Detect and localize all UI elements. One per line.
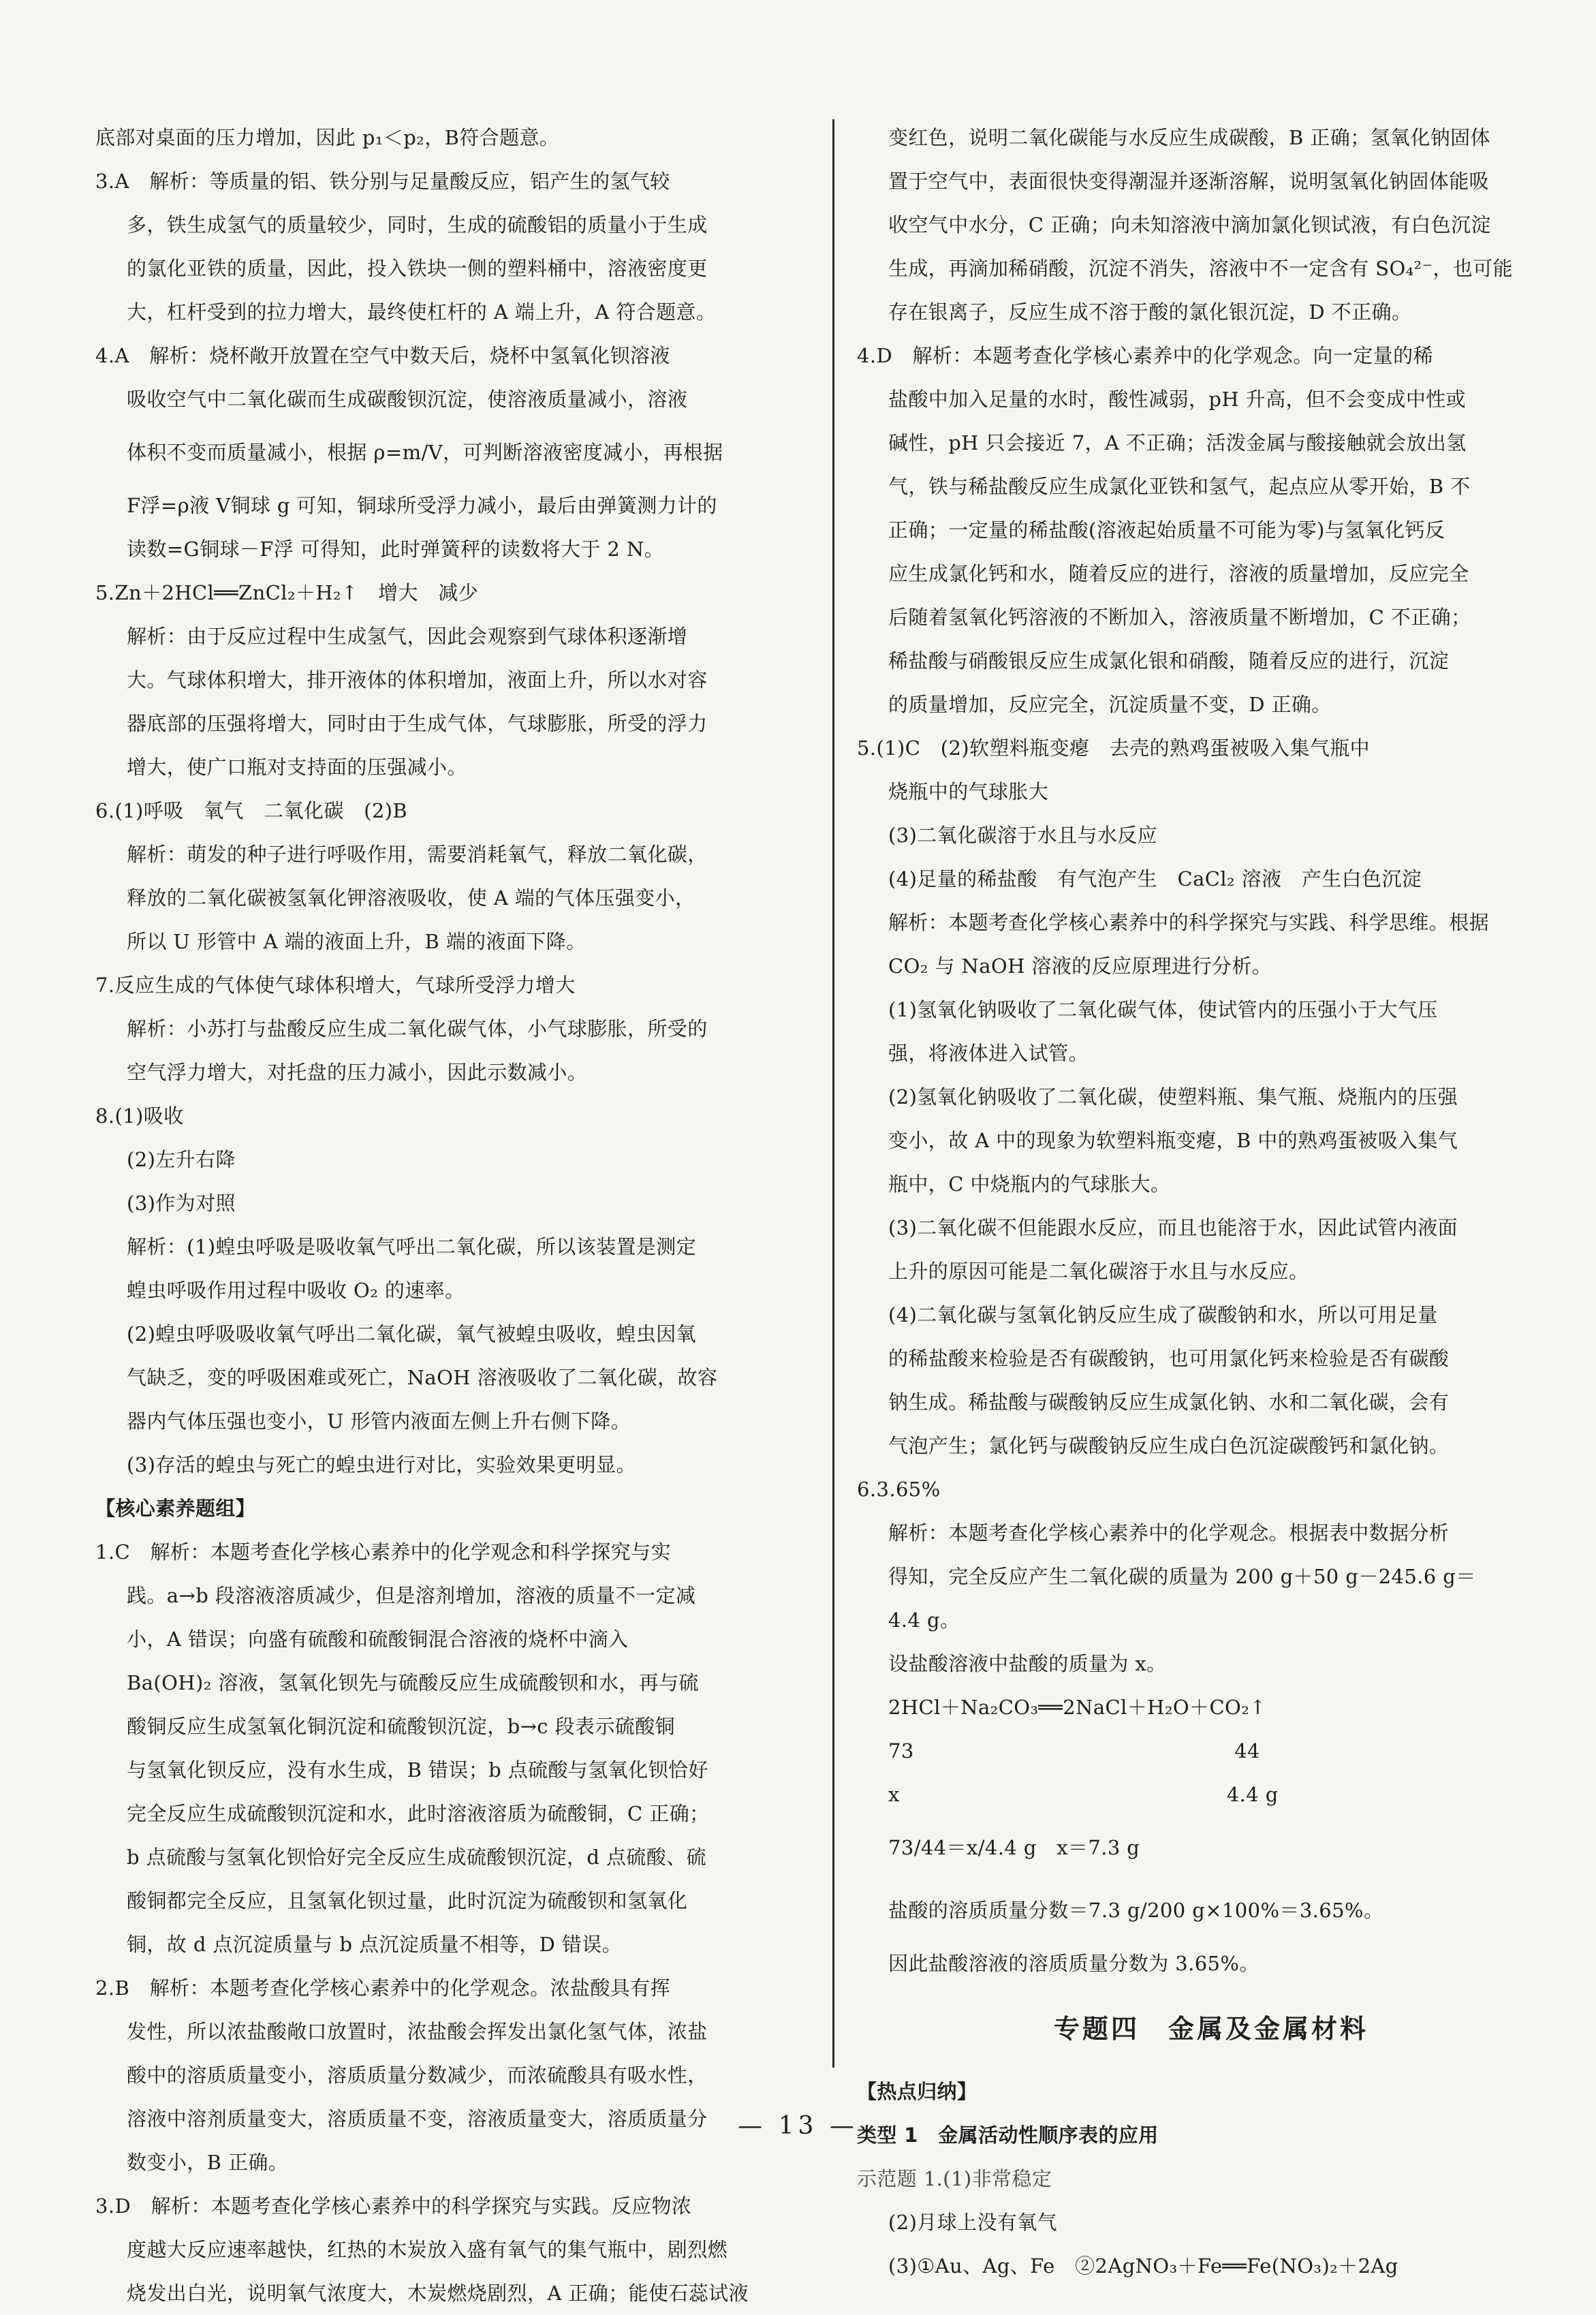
left-column-line: 器内气体压强也变小，U 形管内液面左侧上升右侧下降。 xyxy=(127,1410,631,1433)
right-column-line: (1)氢氧化钠吸收了二氧化碳气体，使试管内的压强小于大气压 xyxy=(888,998,1438,1021)
right-column-line: 钠生成。稀盐酸与碳酸钠反应生成氯化钠、水和二氧化碳，会有 xyxy=(888,1390,1450,1414)
right-column-line: 解析：本题考查化学核心素养中的科学探究与实践、科学思维。根据 xyxy=(888,911,1490,934)
right-column-line: 碱性，pH 只会接近 7，A 不正确；活泼金属与酸接触就会放出氢 xyxy=(888,431,1467,454)
left-column-line: 与氢氧化钡反应，没有水生成，B 错误；b 点硫酸与氢氧化钡恰好 xyxy=(127,1758,708,1782)
right-column-line: 类型 1 金属活动性顺序表的应用 xyxy=(857,2124,1159,2147)
left-column-line: 多，铁生成氢气的质量较少，同时，生成的硫酸铝的质量小于生成 xyxy=(127,213,708,236)
right-column-line: (3)二氧化碳不但能跟水反应，而且也能溶于水，因此试管内液面 xyxy=(888,1216,1458,1239)
left-column-line: 所以 U 形管中 A 端的液面上升，B 端的液面下降。 xyxy=(127,930,586,953)
right-column-line: 变红色，说明二氧化碳能与水反应生成碳酸，B 正确；氢氧化钠固体 xyxy=(888,126,1490,149)
right-column-line: 正确；一定量的稀盐酸(溶液起始质量不可能为零)与氢氧化钙反 xyxy=(888,518,1445,542)
left-column-line: 3.D 解析：本题考查化学核心素养中的科学探究与实践。反应物浓 xyxy=(95,2194,692,2218)
right-column-line: 4.4 g。 xyxy=(888,1609,960,1632)
right-column-line: 瓶中，C 中烧瓶内的气球胀大。 xyxy=(888,1172,1171,1196)
right-column-line: 解析：本题考查化学核心素养中的化学观念。根据表中数据分析 xyxy=(888,1521,1450,1544)
left-column-line: F浮=ρ液 V铜球 g 可知，铜球所受浮力减小，最后由弹簧测力计的 xyxy=(127,494,717,517)
right-column-line: 强，将液体进入试管。 xyxy=(888,1042,1089,1065)
left-column-line: 完全反应生成硫酸钡沉淀和水，此时溶液溶质为硫酸铜，C 正确； xyxy=(127,1802,710,1825)
right-column-line: 的质量增加，反应完全，沉淀质量不变，D 正确。 xyxy=(888,693,1332,716)
left-column-line: Ba(OH)₂ 溶液，氢氧化钡先与硫酸反应生成硫酸钡和水，再与硫 xyxy=(127,1671,699,1694)
left-column-line: 1.C 解析：本题考查化学核心素养中的化学观念和科学探究与实 xyxy=(95,1540,671,1564)
left-column-line: (2)蝗虫呼吸吸收氧气呼出二氧化碳，氧气被蝗虫吸收，蝗虫因氧 xyxy=(127,1322,697,1346)
left-column-line: 发性，所以浓盐酸敞口放置时，浓盐酸会挥发出氯化氢气体，浓盐 xyxy=(127,2020,708,2043)
left-column-line: 的氯化亚铁的质量，因此，投入铁块一侧的塑料桶中，溶液密度更 xyxy=(127,257,708,280)
left-column-line: 酸铜都完全反应，且氢氧化钡过量，此时沉淀为硫酸钡和氢氧化 xyxy=(127,1889,688,1912)
right-column xyxy=(857,116,1565,2288)
right-column-line: 73 44 xyxy=(888,1739,1260,1762)
right-column-line: (3)①Au、Ag、Fe ②2AgNO₃＋Fe══Fe(NO₃)₂＋2Ag xyxy=(888,2254,1398,2278)
right-column-line: 的稀盐酸来检验是否有碳酸钠，也可用氯化钙来检验是否有碳酸 xyxy=(888,1347,1450,1370)
left-column-line: 3.A 解析：等质量的铝、铁分别与足量酸反应，铝产生的氢气较 xyxy=(95,170,670,193)
left-column-line: 数变小，B 正确。 xyxy=(127,2151,289,2174)
page-number: — 13 — xyxy=(738,2112,858,2140)
left-column-line: 器底部的压强将增大，同时由于生成气体，气球膨胀，所受的浮力 xyxy=(127,712,708,735)
left-column-line: 2.B 解析：本题考查化学核心素养中的化学观念。浓盐酸具有挥 xyxy=(95,1976,670,2000)
right-column-line: 气泡产生；氯化钙与碳酸钠反应生成白色沉淀碳酸钙和氯化钠。 xyxy=(888,1434,1450,1457)
left-column-line: 6.(1)呼吸 氧气 二氧化碳 (2)B xyxy=(95,799,408,822)
left-column xyxy=(95,116,804,2315)
left-column-line: 吸收空气中二氧化碳而生成碳酸钡沉淀，使溶液质量减小，溶液 xyxy=(127,388,688,411)
right-column-line: 专题四 金属及金属材料 xyxy=(1053,2014,1368,2044)
right-column-line: 稀盐酸与硝酸银反应生成氯化银和硝酸，随着反应的进行，沉淀 xyxy=(888,649,1450,672)
right-column-line: (4)二氧化碳与氢氧化钠反应生成了碳酸钠和水，所以可用足量 xyxy=(888,1303,1438,1326)
left-column-line: (3)存活的蝗虫与死亡的蝗虫进行对比，实验效果更明显。 xyxy=(127,1453,636,1476)
left-column-line: 蝗虫呼吸作用过程中吸收 O₂ 的速率。 xyxy=(127,1279,465,1302)
left-column-line: 小，A 错误；向盛有硫酸和硫酸铜混合溶液的烧杯中滴入 xyxy=(127,1628,629,1651)
right-column-line: 生成，再滴加稀硝酸，沉淀不消失，溶液中不一定含有 SO₄²⁻，也可能 xyxy=(888,257,1514,280)
right-column-line: (3)二氧化碳溶于水且与水反应 xyxy=(888,824,1158,847)
left-column-line: 体积不变而质量减小，根据 ρ=m/V，可判断溶液密度减小，再根据 xyxy=(127,441,723,464)
left-column-line: 大，杠杆受到的拉力增大，最终使杠杆的 A 端上升，A 符合题意。 xyxy=(127,300,717,324)
left-column-line: 烧发出白光，说明氧气浓度大，木炭燃烧剧烈，A 正确；能使石蕊试液 xyxy=(127,2282,749,2305)
left-column-line: 度越大反应速率越快，红热的木炭放入盛有氧气的集气瓶中，剧烈燃 xyxy=(127,2238,728,2261)
right-column-line: 盐酸的溶质质量分数＝7.3 g/200 g×100%＝3.65%。 xyxy=(888,1899,1384,1922)
right-column-line: 5.(1)C (2)软塑料瓶变瘪 去壳的熟鸡蛋被吸入集气瓶中 xyxy=(857,736,1371,760)
right-column-line: 气，铁与稀盐酸反应生成氯化亚铁和氢气，起点应从零开始，B 不 xyxy=(888,475,1471,498)
right-column-line: 应生成氯化钙和水，随着反应的进行，溶液的质量增加，反应完全 xyxy=(888,562,1469,585)
left-column-line: b 点硫酸与氢氧化钡恰好完全反应生成硫酸钡沉淀，d 点硫酸、硫 xyxy=(127,1846,706,1869)
left-column-line: 解析：(1)蝗虫呼吸是吸收氧气呼出二氧化碳，所以该装置是测定 xyxy=(127,1235,697,1258)
left-column-line: 底部对桌面的压力增加，因此 p₁＜p₂，B符合题意。 xyxy=(95,126,560,149)
right-column-line: 【热点归纳】 xyxy=(857,2080,977,2103)
left-column-line: 空气浮力增大，对托盘的压力减小，因此示数减小。 xyxy=(127,1061,588,1084)
right-column-line: 设盐酸溶液中盐酸的质量为 x。 xyxy=(888,1652,1167,1675)
right-column-line: 4.D 解析：本题考查化学核心素养中的化学观念。向一定量的稀 xyxy=(857,344,1433,367)
right-column-line: 因此盐酸溶液的溶质质量分数为 3.65%。 xyxy=(888,1952,1259,1975)
left-column-line: 【核心素养题组】 xyxy=(95,1497,256,1520)
left-column-line: 4.A 解析：烧杯敞开放置在空气中数天后，烧杯中氢氧化钡溶液 xyxy=(95,344,670,367)
left-column-line: 践。a→b 段溶液溶质减少，但是溶剂增加，溶液的质量不一定减 xyxy=(127,1584,696,1607)
right-column-line: 得知，完全反应产生二氧化碳的质量为 200 g＋50 g－245.6 g＝ xyxy=(888,1565,1476,1588)
left-column-line: 大。气球体积增大，排开液体的体积增加，液面上升，所以水对容 xyxy=(127,668,708,692)
right-column-line: 后随着氢氧化钙溶液的不断加入，溶液质量不断增加，C 不正确； xyxy=(888,606,1471,629)
left-column-line: (3)作为对照 xyxy=(127,1192,236,1215)
right-column-line: CO₂ 与 NaOH 溶液的反应原理进行分析。 xyxy=(888,954,1272,978)
left-column-line: 5.Zn＋2HCl══ZnCl₂＋H₂↑ 增大 减少 xyxy=(95,581,479,604)
right-column-line: 上升的原因可能是二氧化碳溶于水且与水反应。 xyxy=(888,1260,1309,1283)
right-column-line: (4)足量的稀盐酸 有气泡产生 CaCl₂ 溶液 产生白色沉淀 xyxy=(888,867,1422,890)
left-column-line: 解析：小苏打与盐酸反应生成二氧化碳气体，小气球膨胀，所受的 xyxy=(127,1017,708,1040)
left-column-line: 酸铜反应生成氢氧化铜沉淀和硫酸钡沉淀，b→c 段表示硫酸铜 xyxy=(127,1715,675,1738)
right-column-line: 示范题 1.(1)非常稳定 xyxy=(857,2167,1052,2190)
right-column-line: 73/44＝x/4.4 g x＝7.3 g xyxy=(888,1836,1140,1859)
right-column-line: 存在银离子，反应生成不溶于酸的氯化银沉淀，D 不正确。 xyxy=(888,300,1412,324)
left-column-line: 解析：由于反应过程中生成氢气，因此会观察到气球体积逐渐增 xyxy=(127,625,688,648)
left-column-line: 7.反应生成的气体使气球体积增大，气球所受浮力增大 xyxy=(95,974,576,997)
right-column-line: (2)氢氧化钠吸收了二氧化碳，使塑料瓶、集气瓶、烧瓶内的压强 xyxy=(888,1085,1458,1108)
left-column-line: 溶液中溶剂质量变大，溶质质量不变，溶液质量变大，溶质质量分 xyxy=(127,2107,708,2130)
column-divider xyxy=(832,119,834,2068)
right-column-line: 盐酸中加入足量的水时，酸性减弱，pH 升高，但不会变成中性或 xyxy=(888,388,1467,411)
left-column-line: 解析：萌发的种子进行呼吸作用，需要消耗氧气，释放二氧化碳， xyxy=(127,843,708,866)
right-column-line: 收空气中水分，C 正确；向未知溶液中滴加氯化钡试液，有白色沉淀 xyxy=(888,213,1491,236)
left-column-line: 增大，使广口瓶对支持面的压强减小。 xyxy=(127,756,467,779)
right-column-line: 变小，故 A 中的现象为软塑料瓶变瘪，B 中的熟鸡蛋被吸入集气 xyxy=(888,1129,1458,1152)
left-column-line: (2)左升右降 xyxy=(127,1148,236,1171)
right-column-line: x 4.4 g xyxy=(888,1783,1279,1806)
right-column-line: 置于空气中，表面很快变得潮湿并逐渐溶解，说明氢氧化钠固体能吸 xyxy=(888,170,1490,193)
left-column-line: 释放的二氧化碳被氢氧化钾溶液吸收，使 A 端的气体压强变小， xyxy=(127,886,695,910)
left-column-line: 气缺乏，变的呼吸困难或死亡，NaOH 溶液吸收了二氧化碳，故容 xyxy=(127,1366,718,1389)
right-column-line: 烧瓶中的气球胀大 xyxy=(888,780,1049,803)
left-column-line: 酸中的溶质质量变小，溶质质量分数减少，而浓硫酸具有吸水性， xyxy=(127,2064,708,2087)
left-column-line: 读数=G铜球－F浮 可得知，此时弹簧秤的读数将大于 2 N。 xyxy=(127,538,665,561)
right-column-line: (2)月球上没有氧气 xyxy=(888,2211,1058,2234)
right-column-line: 2HCl＋Na₂CO₃══2NaCl＋H₂O＋CO₂↑ xyxy=(888,1696,1266,1719)
left-column-line: 铜，故 d 点沉淀质量与 b 点沉淀质量不相等，D 错误。 xyxy=(127,1933,623,1956)
left-column-line: 8.(1)吸收 xyxy=(95,1104,184,1128)
right-column-line: 6.3.65% xyxy=(857,1478,941,1501)
